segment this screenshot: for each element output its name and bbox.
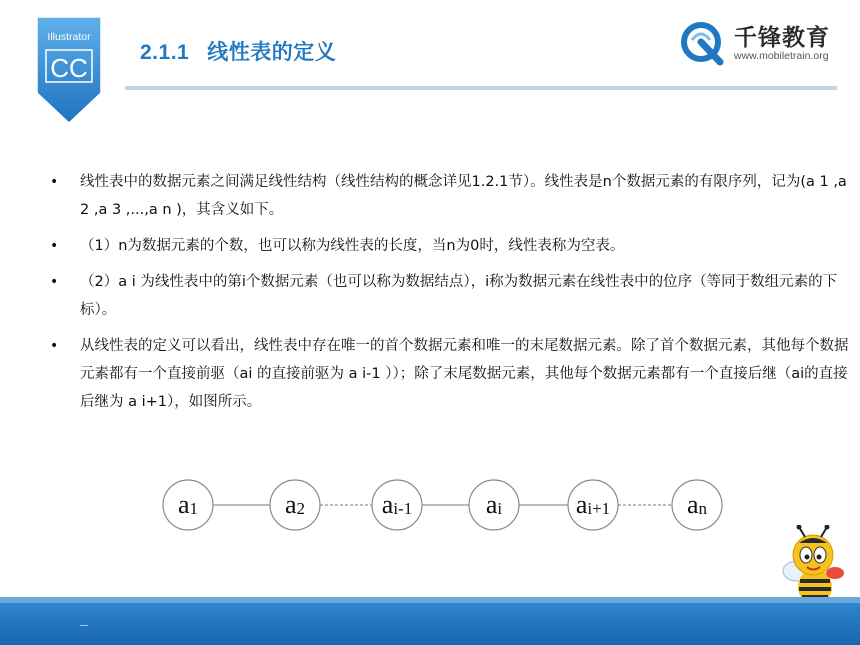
diagram-node xyxy=(270,480,320,530)
section-title: 线性表的定义 xyxy=(207,41,337,64)
svg-text:an: an xyxy=(686,490,708,519)
diagram-node xyxy=(163,480,213,530)
page-title xyxy=(140,36,336,66)
list-item xyxy=(50,332,850,416)
badge-label-top: Illustrator xyxy=(47,31,91,43)
bullet-text: 从线性表的定义可以看出，线性表中存在唯一的首个数据元素和唯一的末尾数据元素。除了首个数据元素，其他每个数据元素都有一个直接前驱（ai 的直接前驱为 a i-1 ））；除了末尾数据元素，其他每个数据元素都有一个直接后继（ai的直接后继为 a i+1），如图所示。 xyxy=(80,338,849,410)
svg-text:ai: ai xyxy=(485,490,503,519)
bullet-marker: • xyxy=(50,274,59,290)
qianfeng-logo-icon xyxy=(678,18,728,68)
section-number: 2.1.1 xyxy=(140,41,190,64)
list-item xyxy=(50,268,850,324)
svg-text:ai+1: ai+1 xyxy=(575,490,611,519)
bullet-text: （1）n为数据元素的个数，也可以称为线性表的长度，当n为0时，线性表称为空表。 xyxy=(80,238,625,254)
footer-mark xyxy=(80,625,88,626)
bullet-marker: • xyxy=(50,238,59,254)
header-divider xyxy=(125,86,837,90)
list-item xyxy=(50,168,850,224)
svg-text:a1: a1 xyxy=(177,490,199,519)
list-item xyxy=(50,232,850,260)
logo-url: www.mobiletrain.org xyxy=(734,50,829,62)
diagram-node xyxy=(672,480,722,530)
bullet-marker: • xyxy=(50,174,59,190)
badge-label-main: CC xyxy=(50,53,88,83)
content-list xyxy=(50,168,850,424)
illustrator-cc-badge-icon xyxy=(37,17,101,123)
bullet-text: （2）a i 为线性表中的第i个数据元素（也可以称为数据结点），i称为数据元素在线性表中的位序（等同于数组元素的下标）。 xyxy=(80,274,838,318)
diagram-node xyxy=(372,480,422,530)
diagram-node xyxy=(568,480,618,530)
footer-bar xyxy=(0,603,860,645)
bullet-marker: • xyxy=(50,338,59,354)
linear-list-diagram xyxy=(0,470,860,540)
logo-name: 千锋教育 xyxy=(734,25,830,51)
svg-text:ai-1: ai-1 xyxy=(381,490,413,519)
svg-text:a2: a2 xyxy=(284,490,306,519)
diagram-node xyxy=(469,480,519,530)
bullet-text: 线性表中的数据元素之间满足线性结构（线性结构的概念详见1.2.1节）。线性表是n个数据元素的有限序列，记为(a 1 ,a 2 ,a 3 ,...,a n )，其含义如下。 xyxy=(80,174,847,218)
